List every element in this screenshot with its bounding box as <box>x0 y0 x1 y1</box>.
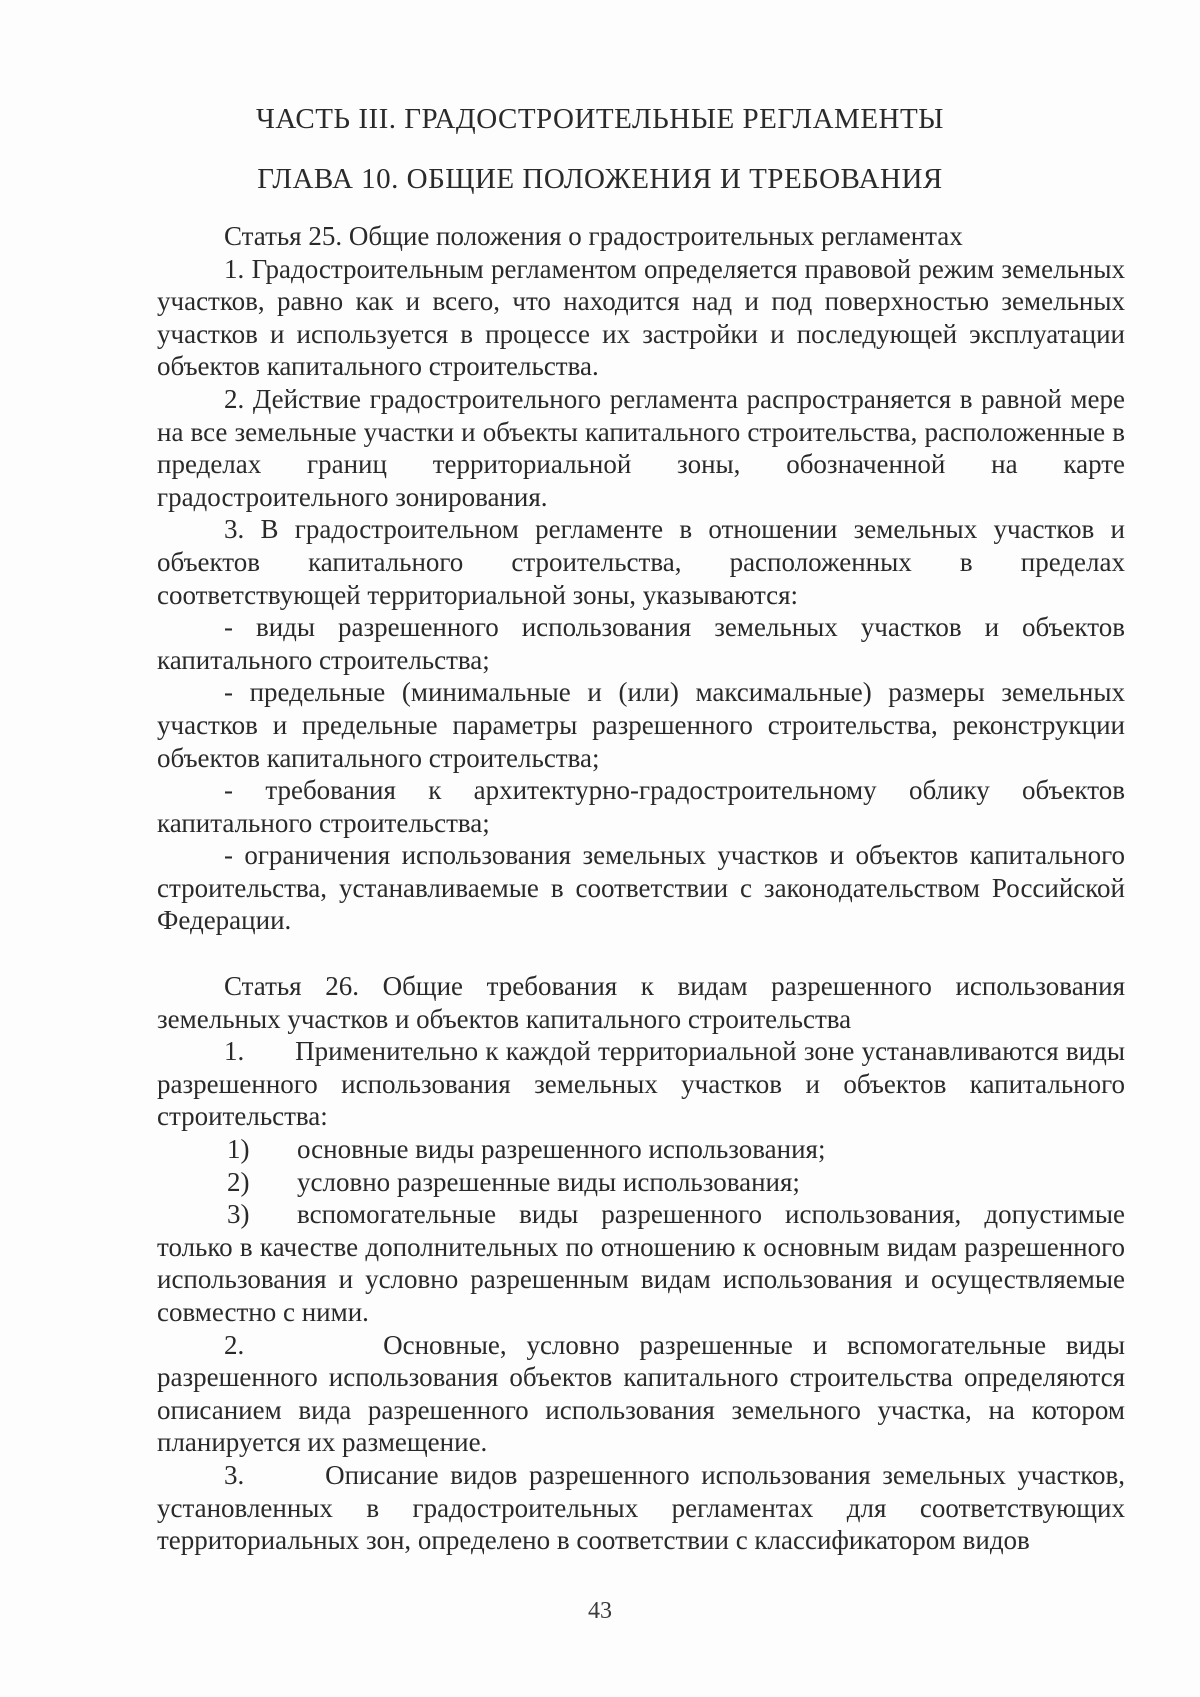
article-25-bullet-4: - ограничения использования земельных участков и объектов капитального строительства, устанавливаемые в соответствии с законодательством Российской Федерации. <box>157 840 1125 936</box>
page-number: 43 <box>588 1598 612 1624</box>
article-25-paragraph-3: 3. В градостроительном регламенте в отношении земельных участков и объектов капитального строительства, расположенных в пределах соответствующей территориальной зоны, указываются: <box>157 514 1125 610</box>
list-number: 2) <box>227 1166 250 1197</box>
article-25 <box>157 220 1132 1557</box>
article-25-bullet-2: - предельные (минимальные и (или) максимальные) размеры земельных участков и предельные параметры разрешенного строительства, реконструкции объектов капитального строительства; <box>157 677 1125 773</box>
article-26-item-1 <box>157 1133 1125 1166</box>
list-text: основные виды разрешенного использования; <box>297 1134 826 1165</box>
article-25-bullet-1: - виды разрешенного использования земельных участков и объектов капитального строительства; <box>157 612 1125 675</box>
list-number: 3) <box>227 1199 250 1230</box>
section-gap <box>157 937 1125 970</box>
list-text: условно разрешенные виды использования; <box>297 1166 800 1197</box>
article-26-title: Статья 26. Общие требования к видам разрешенного использования земельных участков и объектов капитального строительства <box>157 971 1125 1034</box>
article-25-title: Статья 25. Общие положения о градостроительных регламентах <box>224 221 963 251</box>
article-26-paragraph-1: 1. Применительно к каждой территориальной зоне устанавливаются виды разрешенного использования земельных участков и объектов капитального строительства: <box>157 1036 1132 1132</box>
chapter-title: ГЛАВА 10. ОБЩИЕ ПОЛОЖЕНИЯ И ТРЕБОВАНИЯ <box>257 163 943 195</box>
article-25-paragraph-2: 2. Действие градостроительного регламента распространяется в равной мере на все земельные участки и объекты капитального строительства, расположенные в пределах границ территориальной зоны, обозначенной на карте градостроительного зонирования. <box>157 383 1125 512</box>
article-26-paragraph-2: 2. Основные, условно разрешенные и вспомогательные виды разрешенного использования объектов капитального строительства определяются описанием вида разрешенного использования земельного участка, на котором планируется их размещение. <box>157 1329 1132 1458</box>
article-26-item-2 <box>157 1166 1125 1199</box>
article-26-item-3 <box>157 1198 1125 1328</box>
list-number: 1) <box>227 1134 250 1165</box>
article-25-bullet-3: - требования к архитектурно-градостроительному облику объектов капитального строительства; <box>157 775 1125 838</box>
part-title: ЧАСТЬ III. ГРАДОСТРОИТЕЛЬНЫЕ РЕГЛАМЕНТЫ <box>256 103 944 135</box>
list-text: вспомогательные виды разрешенного использования, допустимые только в качестве дополнительных по отношению к основным видам разрешенного использования и условно разрешенным видам использования и осуществляемые совместно с ними. <box>157 1199 1125 1327</box>
article-25-paragraph-1: 1. Градостроительным регламентом определяется правовой режим земельных участков, равно как и всего, что находится над и под поверхностью земельных участков и используется в процессе их застройки и последующей эксплуатации объектов капитального строительства. <box>157 253 1125 382</box>
article-26-paragraph-3: 3. Описание видов разрешенного использования земельных участков, установленных в градостроительных регламентах для соответствующих территориальных зон, определено в соответствии с классификатором видов <box>157 1459 1132 1556</box>
